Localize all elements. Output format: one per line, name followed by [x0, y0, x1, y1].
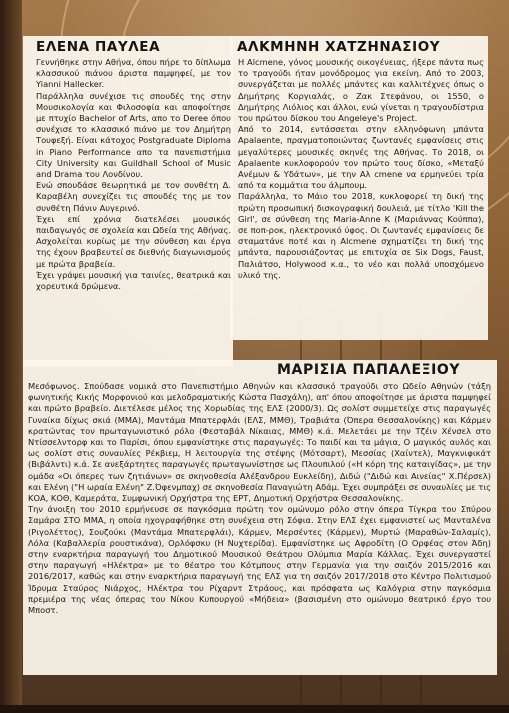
- bio-paragraph: Ασχολείται κυρίως με την σύνθεση και έργα της έχουν βραβευτεί σε διεθνής διαγωνισμούς με πρώτα βραβεία.: [36, 236, 231, 269]
- page-edge-shadow: [0, 0, 22, 713]
- artist-name-alkmini: ΑΛΚΜΗΝΗ ΧΑΤΖΗΝΑΣΙΟΥ: [237, 39, 441, 55]
- bio-paragraph: Έχει γράψει μουσική για ταινίες, θεατρικά και χορευτικά δρώμενα.: [36, 269, 231, 292]
- bio-paragraph: Παράλληλα, το Μάιο του 2018, κυκλοφορεί τη δική της πρώτη προσωπική δισκογραφική δουλειά, με τίτλο 'Kill the Girl', σε σύνθεση της Maria-Anne K (Μαριάννας Κούππα), σε ποπ-ροκ, ηλεκτρονικό ύφος. Οι ζωντανές εμφανίσεις δε σταματάνε ποτέ και η Alcmene σχηματίζει τη δική της μπάντα, παρουσιάζοντας με επιτυχία σε Six Dogs, Faust, Παλιάτσο, Holywood κ.α., το νέο και πολλά υποσχόμενο υλικό της.: [238, 191, 484, 280]
- bio-paragraph: Από το 2014, εντάσσεται στην ελληνόφωνη μπάντα Apalaente, πραγματοποιώντας ζωντανές εμφανίσεις στις μεγαλύτερες μουσικές σκηνές της Αθήνας. Το 2018, οι Apalaente κυκλοφορούν τον πρώτο τους δίσκο, «Μεταξύ Ανέμων & Υδάτων», με την Αλ cmene να ερμηνεύει τρία από τα κομμάτια του άλμπουμ.: [238, 124, 484, 191]
- bio-paragraph: Ενώ σπουδάσε θεωρητικά με τον συνθέτη Δ. Καραβέλη συνεχίζει τις σπουδές της με τον συνθέτη Πάνιν Αυγερινό.: [36, 180, 231, 213]
- artist-bio-marisia: [28, 381, 491, 616]
- bio-paragraph: Την άνοιξη του 2010 ερμήνευσε σε παγκόσμια πρώτη τον ομώνυμο ρόλο στην όπερα Τίγκρα του Σπύρου Σαμάρα ΣΤΟ ΜΜΑ, η οποία ηχογραφήθηκε στη συνέχεια στη Σόφια. Στην ΕΛΣ έχει εμφανιστεί ως Μανταλένα (Ριγολέττος), Σουζούκι (Μαντάμα Μπατερφλάι), Κάρμεν, Μερσέντες (Κάρμεν), Μυρτώ (Μαραθών-Σαλαμίς), Λόλα (Καβαλλερία ρουστικάνα), Ορλόφσκυ (Η Νυχτερίδα). Εμφανίστηκε ως Αφροδίτη (Ο Ορφέας στον Άδη) στην εναρκτήρια παραγωγή του Δημοτικού Μουσικού Θεάτρου Ολύμπια Μαρία Κάλλας. Έχει συνεργαστεί στην παραγωγή «Ηλέκτρα» με το θέατρο του Κότμπους στην Γερμανία για την σαιζόν 2015/2016 και 2016/2017, καθώς και στην εναρκτήρια παραγωγή της ΕΛΣ για τη σαιζόν 2017/2018 στο Κέντρο Πολιτισμού Ίδρυμα Σταύρος Νιάρχος, Ηλέκτρα του Ρίχαρντ Στράους, και πρόσφατα ως Καλόγρια στην παγκόσμια πρεμιέρα της νέας όπερας του Νίκου Κυπουργού «Μήδεια» (βασισμένη στο ομώνυμο θεατρικό έργο του Μποστ.: [28, 504, 491, 616]
- bio-paragraph: Παράλληλα συνέχισε τις σπουδές της στην Μουσικολογία και Φιλοσοφία και αποφοίτησε με πτυχίο Bachelor of Arts, απο το Deree όπου συνέχισε το κλασσικό πιάνο με τον Δημήτρη Τουφεξή. Είναι κάτοχος Postgraduate Diploma in Piano Performance απο τα πανεπιστήμια City University και Guildhall School of Music and Drama του Λονδίνου.: [36, 90, 231, 180]
- page-bottom-edge: [0, 705, 509, 713]
- artist-bio-eleni: [36, 57, 231, 292]
- bio-paragraph: Μεσόφωνος. Σπούδασε νομικά στο Πανεπιστήμιο Αθηνών και κλασσικό τραγούδι στο Ωδείο Αθηνών (τάξη φωνητικής Κικής Μορφονιού και μελοδραματικής Κώστα Πασχάλη), απ' όπου αποφοίτησε με άριστα παμψηφεί και πρώτο βραβείο. Διετέλεσε μέλος της Χορωδίας της ΕΛΣ (2000/3). Ως σολίστ συμμετείχε στις παραγωγές Γυναίκα δίχως σκιά (ΜΜΑ), Μαντάμα Μπατερφλάι (ΕΛΣ, ΜΜΘ), Τραβιάτα (Όπερα Θεσσαλονίκης) και Κάρμεν κρατώντας τον πρωταγωνιστικό ρόλο (Φεσταβάλ Νίκαιας, ΜΜΘ) κ.ά. Μελετάει με την Τζέιν Χένσελ στο Ντίσσελντορφ και το Παρίσι, όπου εμφανίστηκε στις παραγωγές: Το παιδί και τα μάγια, Ο μαγικός αυλός και ως σολίστ στις συναυλίες Ρέκβιεμ, Η λειτουργία της στέψης (Μότσαρτ), Μεσσίας (Χαίντελ), Μαγκνιφικάτ (Βιβάλντι) κ.ά. Σε ανεξάρτητες παραγωγές πρωταγωνίστησε ως Πλουπιλού («Η κόρη της καταιγίδας», με την ομάδα «Οι όπερες των ζητιάνων» σε σκηνοθεσία Αλέξανδρου Ευκλείδη), Διδώ ("Διδώ και Αινείας" Χ.Πέρσελ) και Ελένη ("Η ωραία Ελένη" Ζ.Όφενμπαχ) σε σκηνοθεσία Παναγιώτη Αδάμ. Έχει συμπράξει σε συναυλίες με τις ΚΟΑ, ΚΟΘ, Καμεράτα, Συμφωνική Ορχήστρα της ΕΡΤ, Δημοτική Ορχήστρα Θεσσαλονίκης.: [28, 381, 491, 504]
- bio-paragraph: Γεννήθηκε στην Αθήνα, όπου πήρε το δίπλωμα κλασσικού πιάνου άριστα παμψηφεί, με τον Yianni Hallecker.: [36, 57, 231, 90]
- bio-paragraph: Έχει επί χρόνια διατελέσει μουσικός παιδαγωγός σε σχολεία και Ωδεία της Αθήνας.: [36, 213, 231, 236]
- artist-name-marisia: ΜΑΡΙΣΙΑ ΠΑΠΑΛΕΞΙΟΥ: [277, 362, 461, 378]
- bio-paragraph: Η Alcmene, γόνος μουσικής οικογένειας, ήξερε πάντα πως το τραγούδι ήταν μονόδρομος για εκείνη. Από το 2003, συνεργάζεται με πολλές μπάντες και καλλιτέχνες όπως ο Δημήτρης Κοργιαλάς, ο Ζακ Στεφάνου, οι 1550, ο Δημήτρης Λιόλιος και άλλοι, ενώ γίνεται η τραγουδίστρια του πρώτου δίσκου του Angeleye's Project.: [238, 57, 484, 124]
- artist-bio-alkmini: [238, 57, 484, 281]
- artist-name-eleni: ΕΛΕΝΑ ΠΑΥΛΕΑ: [36, 39, 161, 55]
